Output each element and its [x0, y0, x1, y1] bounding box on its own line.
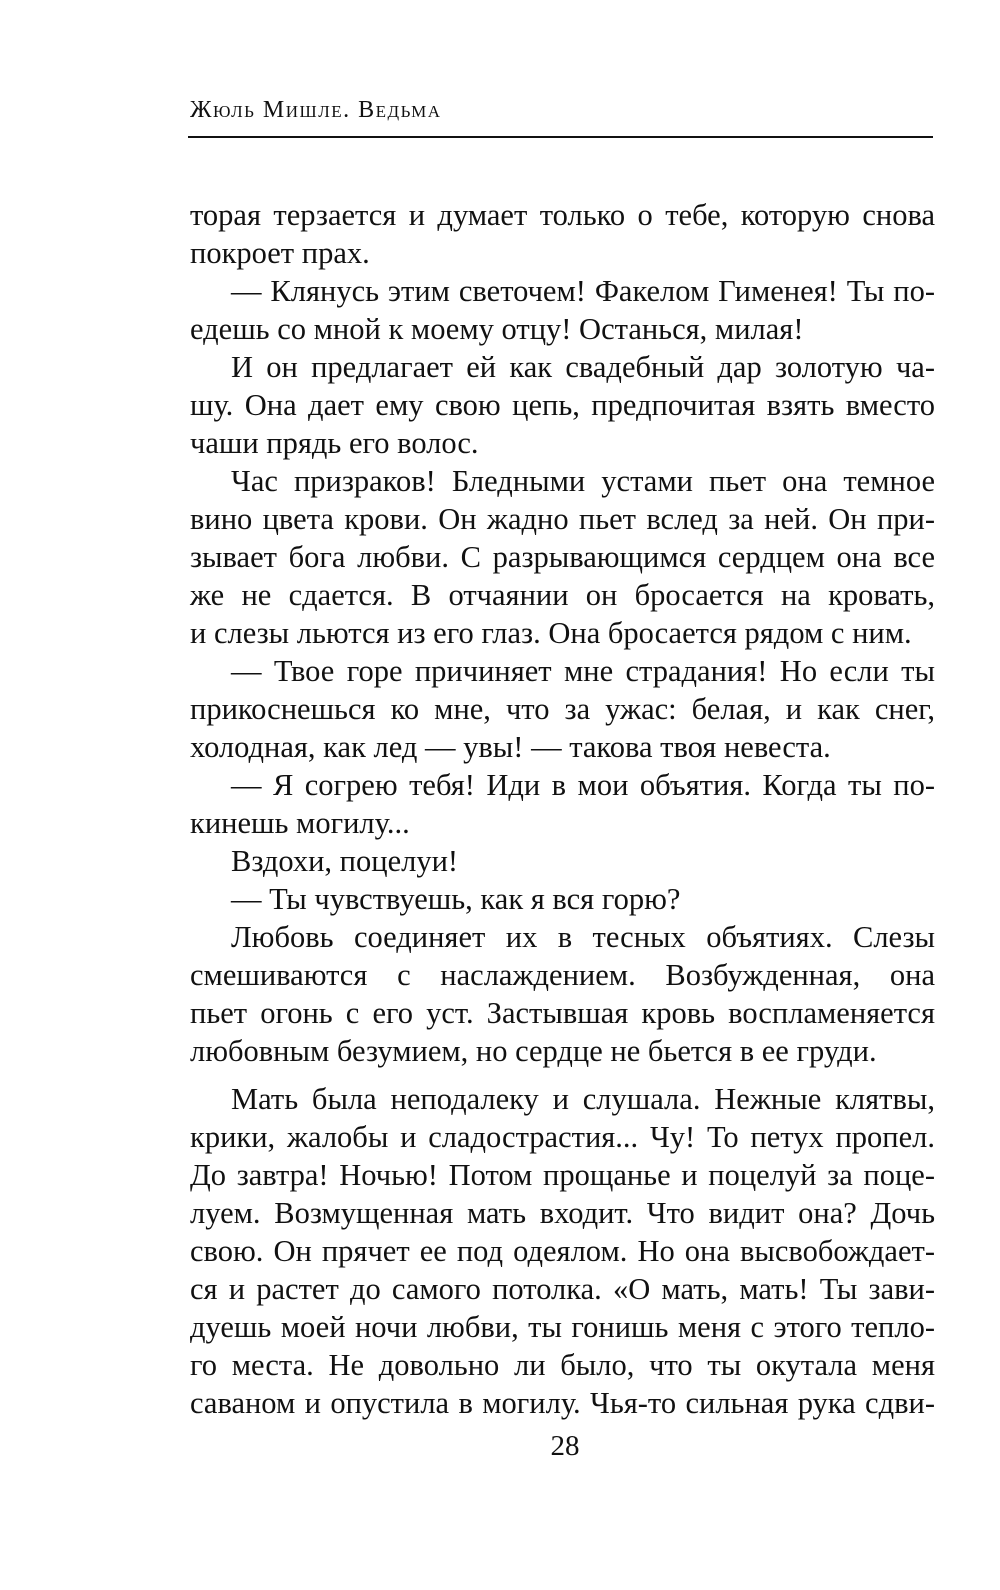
- text-line: прикоснешься ко мне, что за ужас: белая, и как снег,: [190, 692, 935, 726]
- page-number: 28: [550, 1430, 580, 1462]
- text-line: ся и растет до самого потолка. «О мать, мать! Ты зави-: [190, 1272, 935, 1306]
- text-line: — Твое горе причиняет мне страдания! Но если ты: [231, 654, 935, 688]
- text-line: чаши прядь его волос.: [190, 426, 479, 460]
- text-line: Мать была неподалеку и слушала. Нежные клятвы,: [231, 1082, 935, 1116]
- text-line: Час призраков! Бледными устами пьет она темное: [231, 464, 935, 498]
- text-line: — Клянусь этим светочем! Факелом Гименея! Ты по-: [231, 274, 935, 308]
- header-rule: [188, 136, 933, 138]
- text-line: И он предлагает ей как свадебный дар золотую ча-: [231, 350, 935, 384]
- text-line: и слезы льются из его глаз. Она бросается рядом с ним.: [190, 616, 912, 650]
- text-line: — Ты чувствуешь, как я вся горю?: [231, 882, 681, 916]
- text-line: смешиваются с наслаждением. Возбужденная, она: [190, 958, 935, 992]
- text-line: саваном и опустила в могилу. Чья-то сильная рука сдви-: [190, 1386, 935, 1420]
- text-line: До завтра! Ночью! Потом прощанье и поцелуй за поце-: [190, 1158, 935, 1192]
- text-line: кинешь могилу...: [190, 806, 410, 840]
- text-line: крики, жалобы и сладострастия... Чу! То петух пропел.: [190, 1120, 935, 1154]
- paragraph-gap: [190, 1070, 935, 1080]
- text-line: го места. Не довольно ли было, что ты окутала меня: [190, 1348, 935, 1382]
- text-line: зывает бога любви. С разрывающимся сердцем она все: [190, 540, 935, 574]
- text-line: луем. Возмущенная мать входит. Что видит она? Дочь: [190, 1196, 935, 1230]
- text-line: холодная, как лед — увы! — такова твоя невеста.: [190, 730, 831, 764]
- text-line: едешь со мной к моему отцу! Останься, милая!: [190, 312, 804, 346]
- text-line: Вздохи, поцелуи!: [231, 844, 459, 878]
- text-line: любовным безумием, но сердце не бьется в ее груди.: [190, 1034, 877, 1068]
- text-line: покроет прах.: [190, 236, 370, 270]
- running-header: Жюль Мишле. Ведьма: [190, 97, 442, 123]
- text-line: дуешь моей ночи любви, ты гонишь меня с этого тепло-: [190, 1310, 935, 1344]
- text-line: шу. Она дает ему свою цепь, предпочитая взять вместо: [190, 388, 935, 422]
- text-line: вино цвета крови. Он жадно пьет вслед за ней. Он при-: [190, 502, 935, 536]
- text-line: свою. Он прячет ее под одеялом. Но она высвобождает-: [190, 1234, 935, 1268]
- body-text: [190, 196, 935, 1422]
- text-line: торая терзается и думает только о тебе, которую снова: [190, 198, 935, 232]
- text-line: же не сдается. В отчаянии он бросается на кровать,: [190, 578, 935, 612]
- text-line: Любовь соединяет их в тесных объятиях. Слезы: [231, 920, 935, 954]
- text-line: пьет огонь с его уст. Застывшая кровь воспламеняется: [190, 996, 935, 1030]
- text-line: — Я согрею тебя! Иди в мои объятия. Когда ты по-: [231, 768, 935, 802]
